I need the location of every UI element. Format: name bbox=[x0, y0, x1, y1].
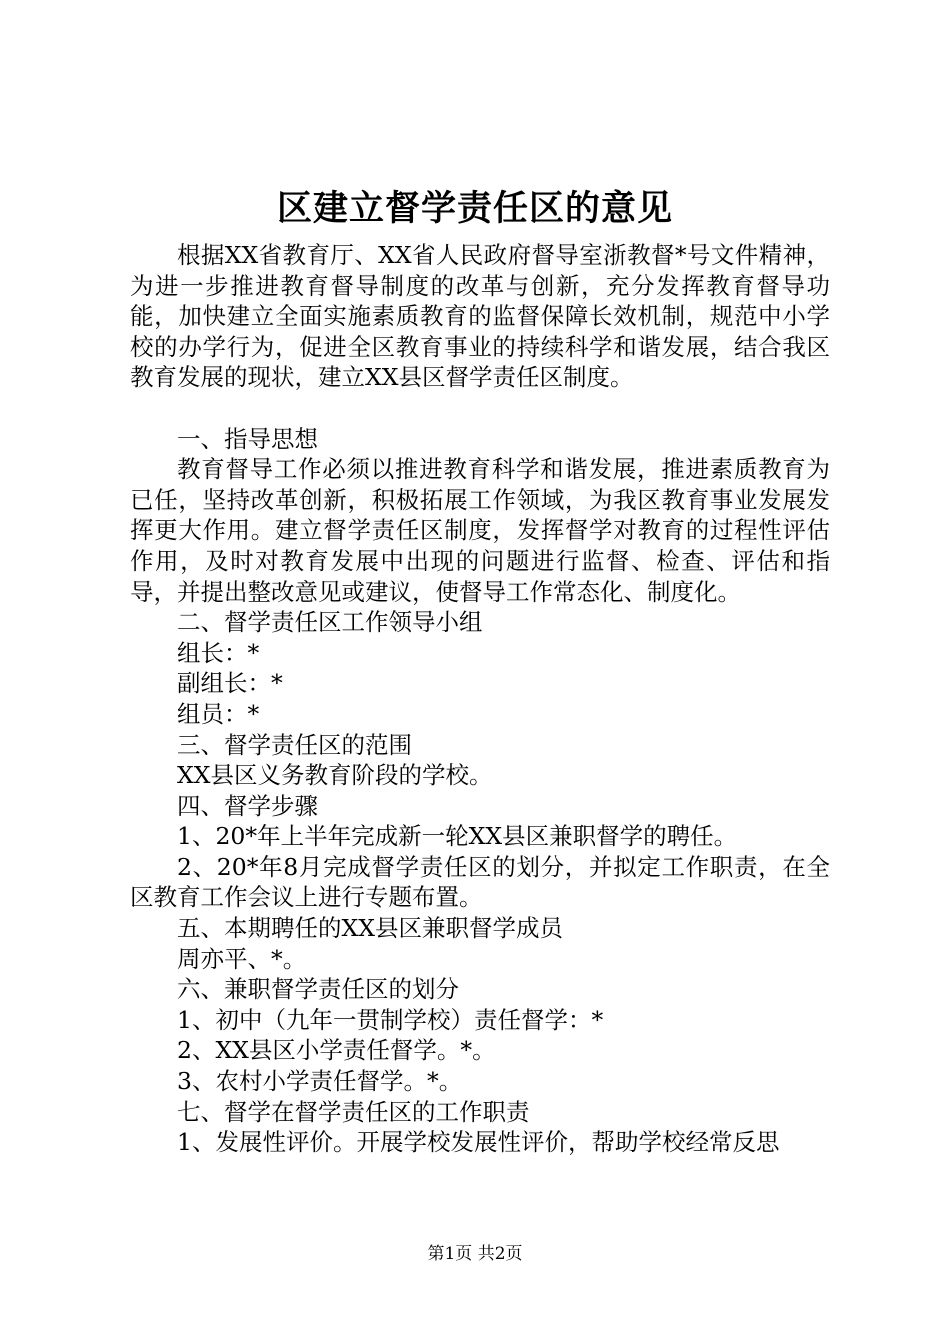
heading-division: 六、兼职督学责任区的划分 bbox=[177, 975, 459, 1004]
page-footer: 第1页 共2页 bbox=[427, 1244, 523, 1264]
paragraph-members: 周亦平、*。 bbox=[177, 944, 307, 973]
duty-1: 1、发展性评价。开展学校发展性评价，帮助学校经常反思 bbox=[177, 1128, 780, 1157]
division-2: 2、XX县区小学责任督学。*。 bbox=[177, 1036, 496, 1065]
paragraph-intro: 根据XX省教育厅、XX省人民政府督导室浙教督*号文件精神，为进一步推进教育督导制度的改革与创新，充分发挥教育督导功能，加快建立全面实施素质教育的监督保障长效机制，规范中小学校的办学行为，促进全区教育事业的持续科学和谐发展，结合我区教育发展的现状，建立XX县区督学责任区制度。 bbox=[130, 241, 830, 392]
step-1: 1、20*年上半年完成新一轮XX县区兼职督学的聘任。 bbox=[177, 822, 738, 851]
heading-steps: 四、督学步骤 bbox=[177, 791, 318, 820]
division-3: 3、农村小学责任督学。*。 bbox=[177, 1067, 463, 1096]
document-title: 区建立督学责任区的意见 bbox=[276, 188, 673, 229]
line-deputy-leader: 副组长：* bbox=[177, 669, 283, 698]
line-group-members: 组员：* bbox=[177, 699, 260, 728]
heading-duties: 七、督学在督学责任区的工作职责 bbox=[177, 1097, 530, 1126]
division-1: 1、初中（九年一贯制学校）责任督学：* bbox=[177, 1005, 604, 1034]
heading-leadership-group: 二、督学责任区工作领导小组 bbox=[177, 608, 483, 637]
heading-members: 五、本期聘任的XX县区兼职督学成员 bbox=[177, 914, 563, 943]
paragraph-guiding-thought: 教育督导工作必须以推进教育科学和谐发展，推进素质教育为已任，坚持改革创新，积极拓展工作领域，为我区教育事业发展发挥更大作用。建立督学责任区制度，发挥督学对教育的过程性评估作用，及时对教育发展中出现的问题进行监督、检查、评估和指导，并提出整改意见或建议，使督导工作常态化、制度化。 bbox=[130, 455, 830, 606]
heading-guiding-thought: 一、指导思想 bbox=[177, 424, 318, 453]
line-group-leader: 组长：* bbox=[177, 638, 260, 667]
document-body bbox=[130, 240, 830, 1158]
paragraph-scope: XX县区义务教育阶段的学校。 bbox=[177, 761, 493, 790]
step-2: 2、20*年8月完成督学责任区的划分，并拟定工作职责，在全区教育工作会议上进行专题布置。 bbox=[130, 852, 830, 912]
heading-scope: 三、督学责任区的范围 bbox=[177, 730, 412, 759]
